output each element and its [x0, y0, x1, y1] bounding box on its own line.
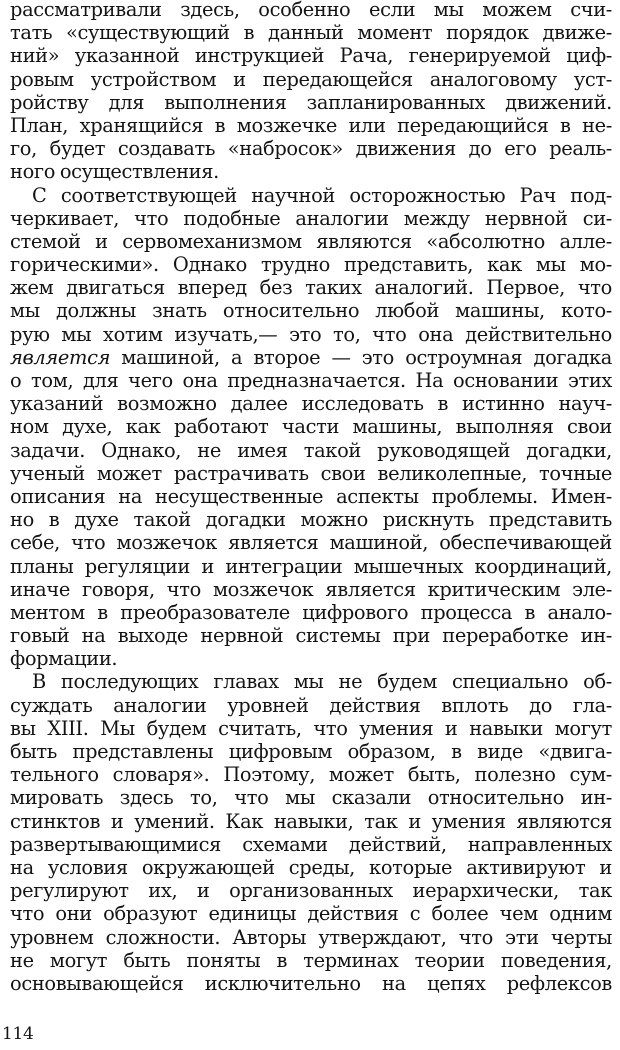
text-line: ний» указанной инструкцией Рача, генерируемой циф-: [10, 44, 612, 68]
page-body-text: [10, 0, 612, 995]
text-line: рассматривали здесь, особенно если мы можем счи-: [10, 0, 612, 21]
text-line: формации.: [10, 647, 118, 671]
text-line: горическими». Однако трудно представить, как мы мо-: [10, 253, 612, 277]
text-line: себе, что мозжечок является машиной, обеспечивающей: [10, 531, 612, 555]
text-line: ровым устройством и передающейся аналоговому уст-: [10, 67, 612, 91]
paragraph: [10, 0, 612, 184]
text-line: мировать здесь то, что мы сказали относительно ин-: [10, 786, 612, 810]
text-line: С соответствующей научной осторожностью Рач под-: [32, 183, 612, 207]
text-line: развертывающимися схемами действий, направленных: [10, 832, 612, 856]
text-line: суждать аналогии уровней действия вплоть до гла-: [10, 693, 612, 717]
text-line: планы регуляции и интеграции мышечных координаций,: [10, 554, 612, 578]
text-line: уровнем сложности. Авторы утверждают, что эти черты: [10, 925, 612, 949]
text-line: ментом в преобразователе цифрового процесса в анало-: [10, 600, 612, 624]
text-line: что они образуют единицы действия с более чем одним: [10, 902, 612, 926]
text-line: задачи. Однако, не имея такой руководящей догадки,: [10, 438, 612, 462]
text-line: на условия окружающей среды, которые активируют и: [10, 855, 612, 879]
text-line: но в духе такой догадки можно рискнуть представить: [10, 508, 612, 532]
text-line: В последующих главах мы не будем специально об-: [32, 670, 612, 694]
text-line: вы XIII. Мы будем считать, что умения и навыки могут: [10, 716, 612, 740]
text-line: тать «существующий в данный момент порядок движе-: [10, 21, 612, 45]
text-line: ного осуществления.: [10, 160, 219, 184]
text-line: стинктов и умений. Как навыки, так и умения являются: [10, 809, 612, 833]
text-line: иначе говоря, что мозжечок является критическим эле-: [10, 577, 612, 601]
paragraph: [10, 670, 612, 995]
text-line: мы должны знать относительно любой машины, кото-: [10, 299, 612, 323]
paragraph: [10, 184, 612, 671]
text-line: ученый может растрачивать свои великолепные, точные: [10, 461, 612, 485]
text-line: тельного словаря». Поэтому, может быть, полезно сум-: [10, 763, 612, 787]
text-line: жем двигаться вперед без таких аналогий. Первое, что: [10, 276, 612, 300]
text-line: не могут быть поняты в терминах теории поведения,: [10, 948, 612, 972]
text-line: План, хранящийся в мозжечке или передающийся в не-: [10, 113, 612, 137]
text-line: го, будет создавать «набросок» движения до его реаль-: [10, 137, 612, 161]
text-line: является машиной, а второе — это остроумная догадка: [10, 345, 612, 369]
text-line: стемой и сервомеханизмом являются «абсолютно алле-: [10, 229, 612, 253]
text-line: регулируют их, и организованных иерархически, так: [10, 879, 612, 903]
text-line: ном духе, как работают части машины, выполняя свои: [10, 415, 612, 439]
text-line: описания на несущественные аспекты проблемы. Имен-: [10, 484, 612, 508]
text-line: говый на выходе нервной системы при переработке ин-: [10, 624, 612, 648]
page-number: 114: [2, 1024, 34, 1044]
text-line: быть представлены цифровым образом, в виде «двига-: [10, 740, 612, 763]
text-line: ройству для выполнения запланированных движений.: [10, 90, 612, 114]
text-line: черкивает, что подобные аналогии между нервной си-: [10, 206, 612, 230]
text-line: указаний возможно далее исследовать в истинно науч-: [10, 392, 612, 416]
text-line: основывающейся исключительно на цепях рефлексов: [10, 971, 612, 995]
text-line: о том, для чего она предназначается. На основании этих: [10, 369, 612, 392]
text-line: рую мы хотим изучать,— это то, что она действительно: [10, 322, 612, 346]
